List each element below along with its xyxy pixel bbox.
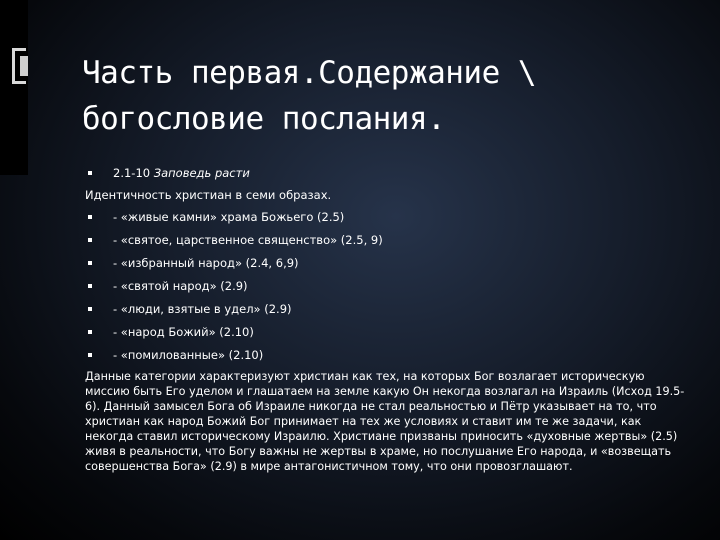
list-item bbox=[88, 344, 688, 367]
list-item bbox=[88, 321, 688, 344]
summary-paragraph: Данные категории характеризуют христиан как тех, на которых Бог возлагает историческую миссию быть Его уделом и глашатаем на земле какую Он некогда возлагал на Израиль (Исход 19.5-6). Данный замысел Бога об Израиле никогда не стал реальностью и Пётр указывает на то, что христиан как народ Божий Бог принимает на тех же условиях и ставит им те же задачи, как некогда ставил историческому Израилю. Христиане призваны приносить «духовные жертвы» (2.5) живя в реальности, что Богу важны не жертвы в храме, но послушание Его народа, и «возвещать совершенства Бога» (2.9) в мире антагонистичном тому, что они провозглашают. bbox=[85, 370, 685, 473]
list-item-text: - «народ Божий» (2.10) bbox=[113, 325, 254, 339]
bullet-icon bbox=[88, 284, 92, 288]
bullet-icon bbox=[88, 261, 92, 265]
list-item bbox=[88, 206, 688, 229]
list-item-text: - «святое, царственное священство» (2.5, 9) bbox=[113, 233, 383, 247]
list-item bbox=[88, 229, 688, 252]
corner-decoration bbox=[0, 0, 28, 175]
list-item-text: - «святой народ» (2.9) bbox=[113, 279, 248, 293]
bullet-icon bbox=[88, 238, 92, 242]
bullet-icon bbox=[88, 215, 92, 219]
bracket-block-icon bbox=[20, 56, 28, 76]
heading-ref: 2.1-10 bbox=[113, 166, 151, 180]
list-item-text: - «люди, взятые в удел» (2.9) bbox=[113, 302, 292, 316]
list-item bbox=[88, 252, 688, 275]
list-item-text: - «избранный народ» (2.4, 6,9) bbox=[113, 256, 299, 270]
intro-line: Идентичность христиан в семи образах. bbox=[85, 188, 332, 202]
bullet-icon bbox=[88, 353, 92, 357]
heading-bullet bbox=[88, 162, 688, 184]
bullet-icon bbox=[88, 307, 92, 311]
list-item-text: - «помилованные» (2.10) bbox=[113, 348, 264, 362]
list-item-text: - «живые камни» храма Божьего (2.5) bbox=[113, 210, 345, 224]
heading-label: Заповедь расти bbox=[153, 166, 250, 180]
bullet-icon bbox=[88, 330, 92, 334]
slide-body bbox=[85, 162, 688, 474]
slide-title: Часть первая.Содержание \ богословие послания. bbox=[82, 55, 537, 137]
list-item bbox=[88, 275, 688, 298]
list-item bbox=[88, 298, 688, 321]
bullet-icon bbox=[88, 171, 92, 175]
